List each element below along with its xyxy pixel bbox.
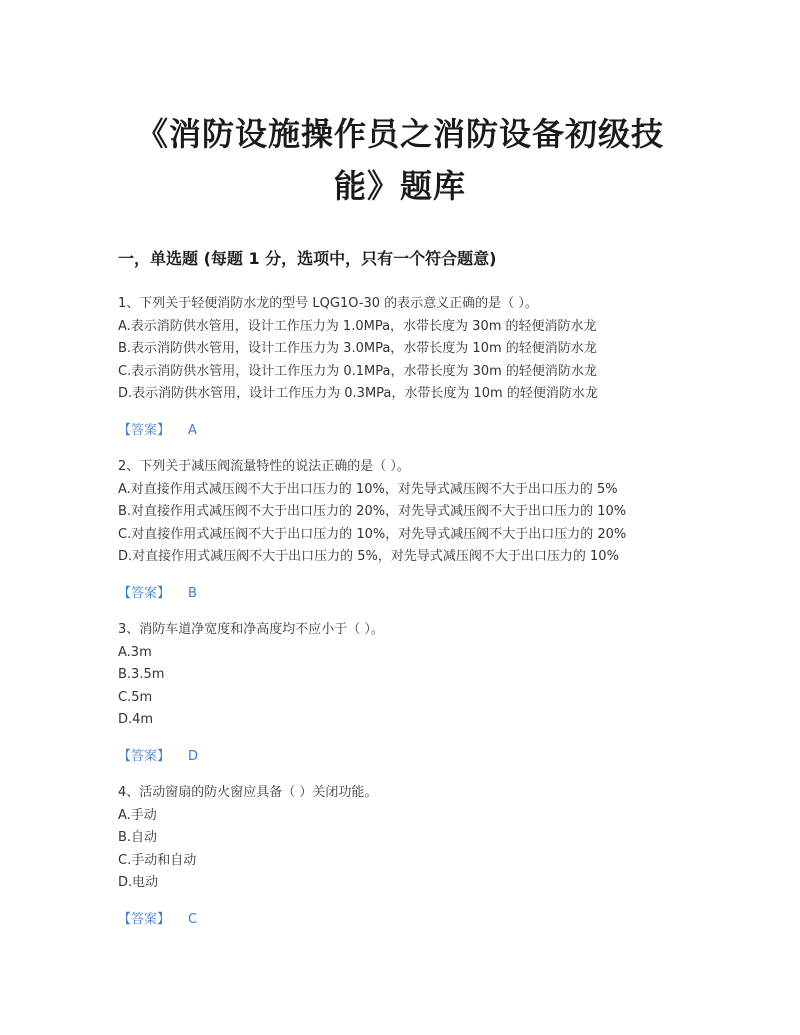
answer-label: 【答案】 bbox=[118, 748, 171, 764]
question-stem: 1、下列关于轻便消防水龙的型号 LQG1O-30 的表示意义正确的是（ ）。 bbox=[118, 296, 538, 311]
option-a: A.手动 bbox=[118, 807, 157, 823]
option-b: B.对直接作用式减压阀不大于出口压力的 20%，对先导式减压阀不大于出口压力的 10% bbox=[118, 504, 627, 519]
document-title bbox=[100, 108, 700, 212]
question-1 bbox=[118, 293, 698, 442]
option-a: A.对直接作用式减压阀不大于出口压力的 10%，对先导式减压阀不大于出口压力的 5% bbox=[118, 481, 618, 497]
option-c: C.5m bbox=[118, 689, 153, 705]
answer-value: B bbox=[188, 585, 197, 601]
question-stem: 3、消防车道净宽度和净高度均不应小于（ ）。 bbox=[118, 622, 384, 637]
option-b: B.自动 bbox=[118, 830, 158, 845]
answer-label: 【答案】 bbox=[118, 911, 171, 927]
answer-line bbox=[118, 583, 698, 606]
question-3 bbox=[118, 619, 698, 768]
option-c: C.手动和自动 bbox=[118, 852, 197, 868]
option-b: B.表示消防供水管用，设计工作压力为 3.0MPa，水带长度为 10m 的轻便消防水龙 bbox=[118, 341, 597, 356]
answer-line bbox=[118, 909, 698, 932]
answer-line bbox=[118, 746, 698, 769]
question-list bbox=[118, 293, 698, 945]
question-2 bbox=[118, 456, 698, 605]
answer-value: C bbox=[188, 911, 198, 927]
answer-line bbox=[118, 420, 698, 443]
option-d: D.表示消防供水管用，设计工作压力为 0.3MPa，水带长度为 10m 的轻便消防水龙 bbox=[118, 386, 598, 401]
section-heading: 一，单选题 (每题 1 分，选项中，只有一个符合题意) bbox=[118, 249, 497, 268]
option-c: C.对直接作用式减压阀不大于出口压力的 10%，对先导式减压阀不大于出口压力的 20% bbox=[118, 526, 627, 542]
option-d: D.对直接作用式减压阀不大于出口压力的 5%，对先导式减压阀不大于出口压力的 10% bbox=[118, 549, 619, 564]
question-4 bbox=[118, 782, 698, 931]
question-stem: 4、活动窗扇的防火窗应具备（ ）关闭功能。 bbox=[118, 785, 378, 800]
option-d: D.4m bbox=[118, 712, 154, 727]
option-c: C.表示消防供水管用，设计工作压力为 0.1MPa，水带长度为 30m 的轻便消防水龙 bbox=[118, 363, 597, 379]
answer-label: 【答案】 bbox=[118, 422, 171, 438]
title-line-1: 《消防设施操作员之消防设备初级技 bbox=[135, 115, 664, 153]
option-a: A.3m bbox=[118, 644, 152, 660]
answer-value: D bbox=[188, 748, 199, 764]
question-stem: 2、下列关于减压阀流量特性的说法正确的是（ ）。 bbox=[118, 459, 410, 474]
option-b: B.3.5m bbox=[118, 667, 165, 682]
answer-label: 【答案】 bbox=[118, 585, 171, 601]
option-a: A.表示消防供水管用，设计工作压力为 1.0MPa，水带长度为 30m 的轻便消防水龙 bbox=[118, 318, 597, 334]
option-d: D.电动 bbox=[118, 875, 159, 890]
title-line-2: 能》题库 bbox=[333, 167, 466, 205]
answer-value: A bbox=[188, 422, 197, 438]
